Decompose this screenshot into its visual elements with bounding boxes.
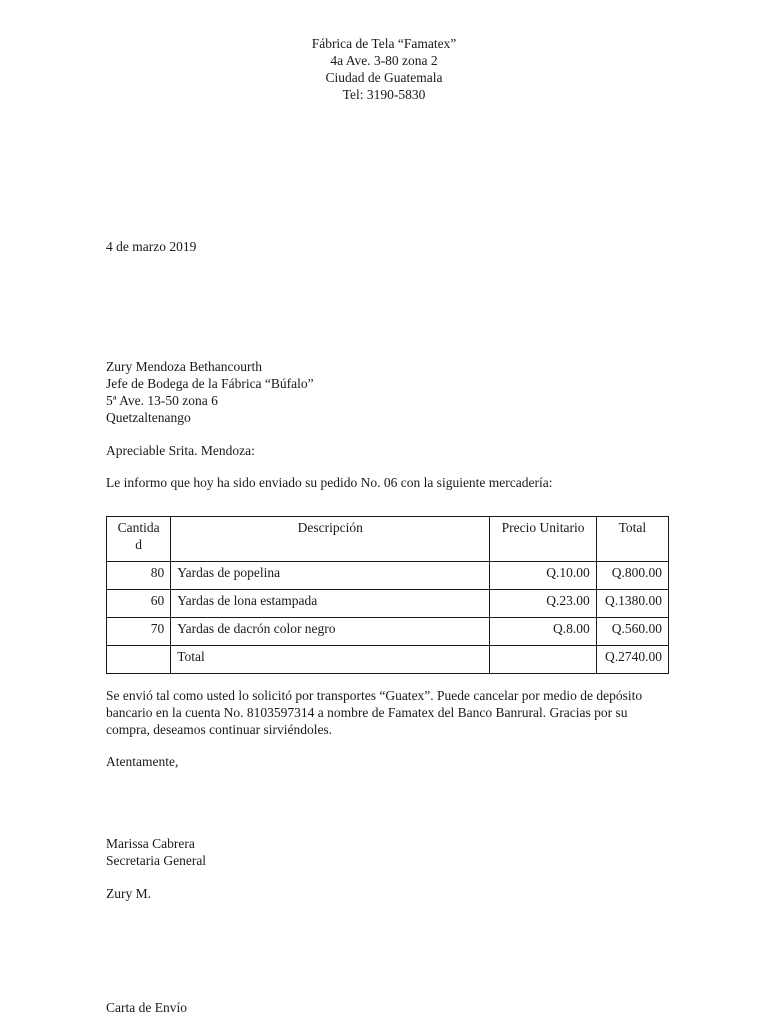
- closing-line: Se envió tal como usted lo solicitó por transportes “Guatex”. Puede cancelar por medio de depósito: [106, 688, 643, 703]
- row-unit-price: Q.8.00: [490, 618, 596, 646]
- row-total: Q.800.00: [596, 562, 668, 590]
- header-description: Descripción: [171, 517, 490, 562]
- row-total: Q.1380.00: [596, 590, 668, 618]
- letterhead-address: 4a Ave. 3-80 zona 2: [330, 53, 438, 68]
- signer-block: [106, 835, 206, 869]
- table-header-row: [107, 517, 669, 562]
- row-quantity: 70: [107, 618, 171, 646]
- letter-date: 4 de marzo 2019: [106, 239, 197, 254]
- header-quantity-line2: d: [135, 537, 142, 552]
- signer-name: Marissa Cabrera: [106, 836, 195, 851]
- row-quantity: 80: [107, 562, 171, 590]
- regards: Atentamente,: [106, 754, 179, 769]
- row-description: Yardas de lona estampada: [171, 590, 490, 618]
- letterhead-city: Ciudad de Guatemala: [325, 70, 443, 85]
- recipient-address: 5ª Ave. 13-50 zona 6: [106, 393, 218, 408]
- row-description: Yardas de dacrón color negro: [171, 618, 490, 646]
- row-unit-price: Q.10.00: [490, 562, 596, 590]
- total-empty-cell: [490, 646, 596, 674]
- closing-paragraph: [106, 687, 676, 738]
- row-description: Yardas de popelina: [171, 562, 490, 590]
- closing-line: compra, deseamos continuar sirviéndoles.: [106, 722, 333, 737]
- order-table: [106, 516, 669, 674]
- header-quantity-line1: Cantida: [117, 520, 160, 535]
- signer-title: Secretaria General: [106, 853, 207, 868]
- document-type-label: Carta de Envío: [106, 1000, 187, 1015]
- recipient-position: Jefe de Bodega de la Fábrica “Búfalo”: [106, 376, 314, 391]
- salutation: Apreciable Srita. Mendoza:: [106, 443, 255, 458]
- header-quantity: [107, 517, 171, 562]
- total-label: Total: [171, 646, 490, 674]
- header-total: Total: [596, 517, 668, 562]
- initials: Zury M.: [106, 886, 151, 901]
- table-row: [107, 618, 669, 646]
- closing-line: bancario en la cuenta No. 8103597314 a nombre de Famatex del Banco Banrural. Gracias por su: [106, 705, 628, 720]
- letterhead-phone: Tel: 3190-5830: [342, 87, 426, 102]
- letterhead-company: Fábrica de Tela “Famatex”: [311, 36, 457, 51]
- table-row: [107, 562, 669, 590]
- row-unit-price: Q.23.00: [490, 590, 596, 618]
- recipient-name: Zury Mendoza Bethancourth: [106, 359, 262, 374]
- letterhead: [0, 35, 768, 103]
- table-total-row: [107, 646, 669, 674]
- total-empty-cell: [107, 646, 171, 674]
- recipient-city: Quetzaltenango: [106, 410, 191, 425]
- intro-paragraph: Le informo que hoy ha sido enviado su pedido No. 06 con la siguiente mercadería:: [106, 475, 553, 490]
- recipient-block: [106, 358, 314, 426]
- row-total: Q.560.00: [596, 618, 668, 646]
- grand-total: Q.2740.00: [596, 646, 668, 674]
- table-row: [107, 590, 669, 618]
- header-unit-price: Precio Unitario: [490, 517, 596, 562]
- row-quantity: 60: [107, 590, 171, 618]
